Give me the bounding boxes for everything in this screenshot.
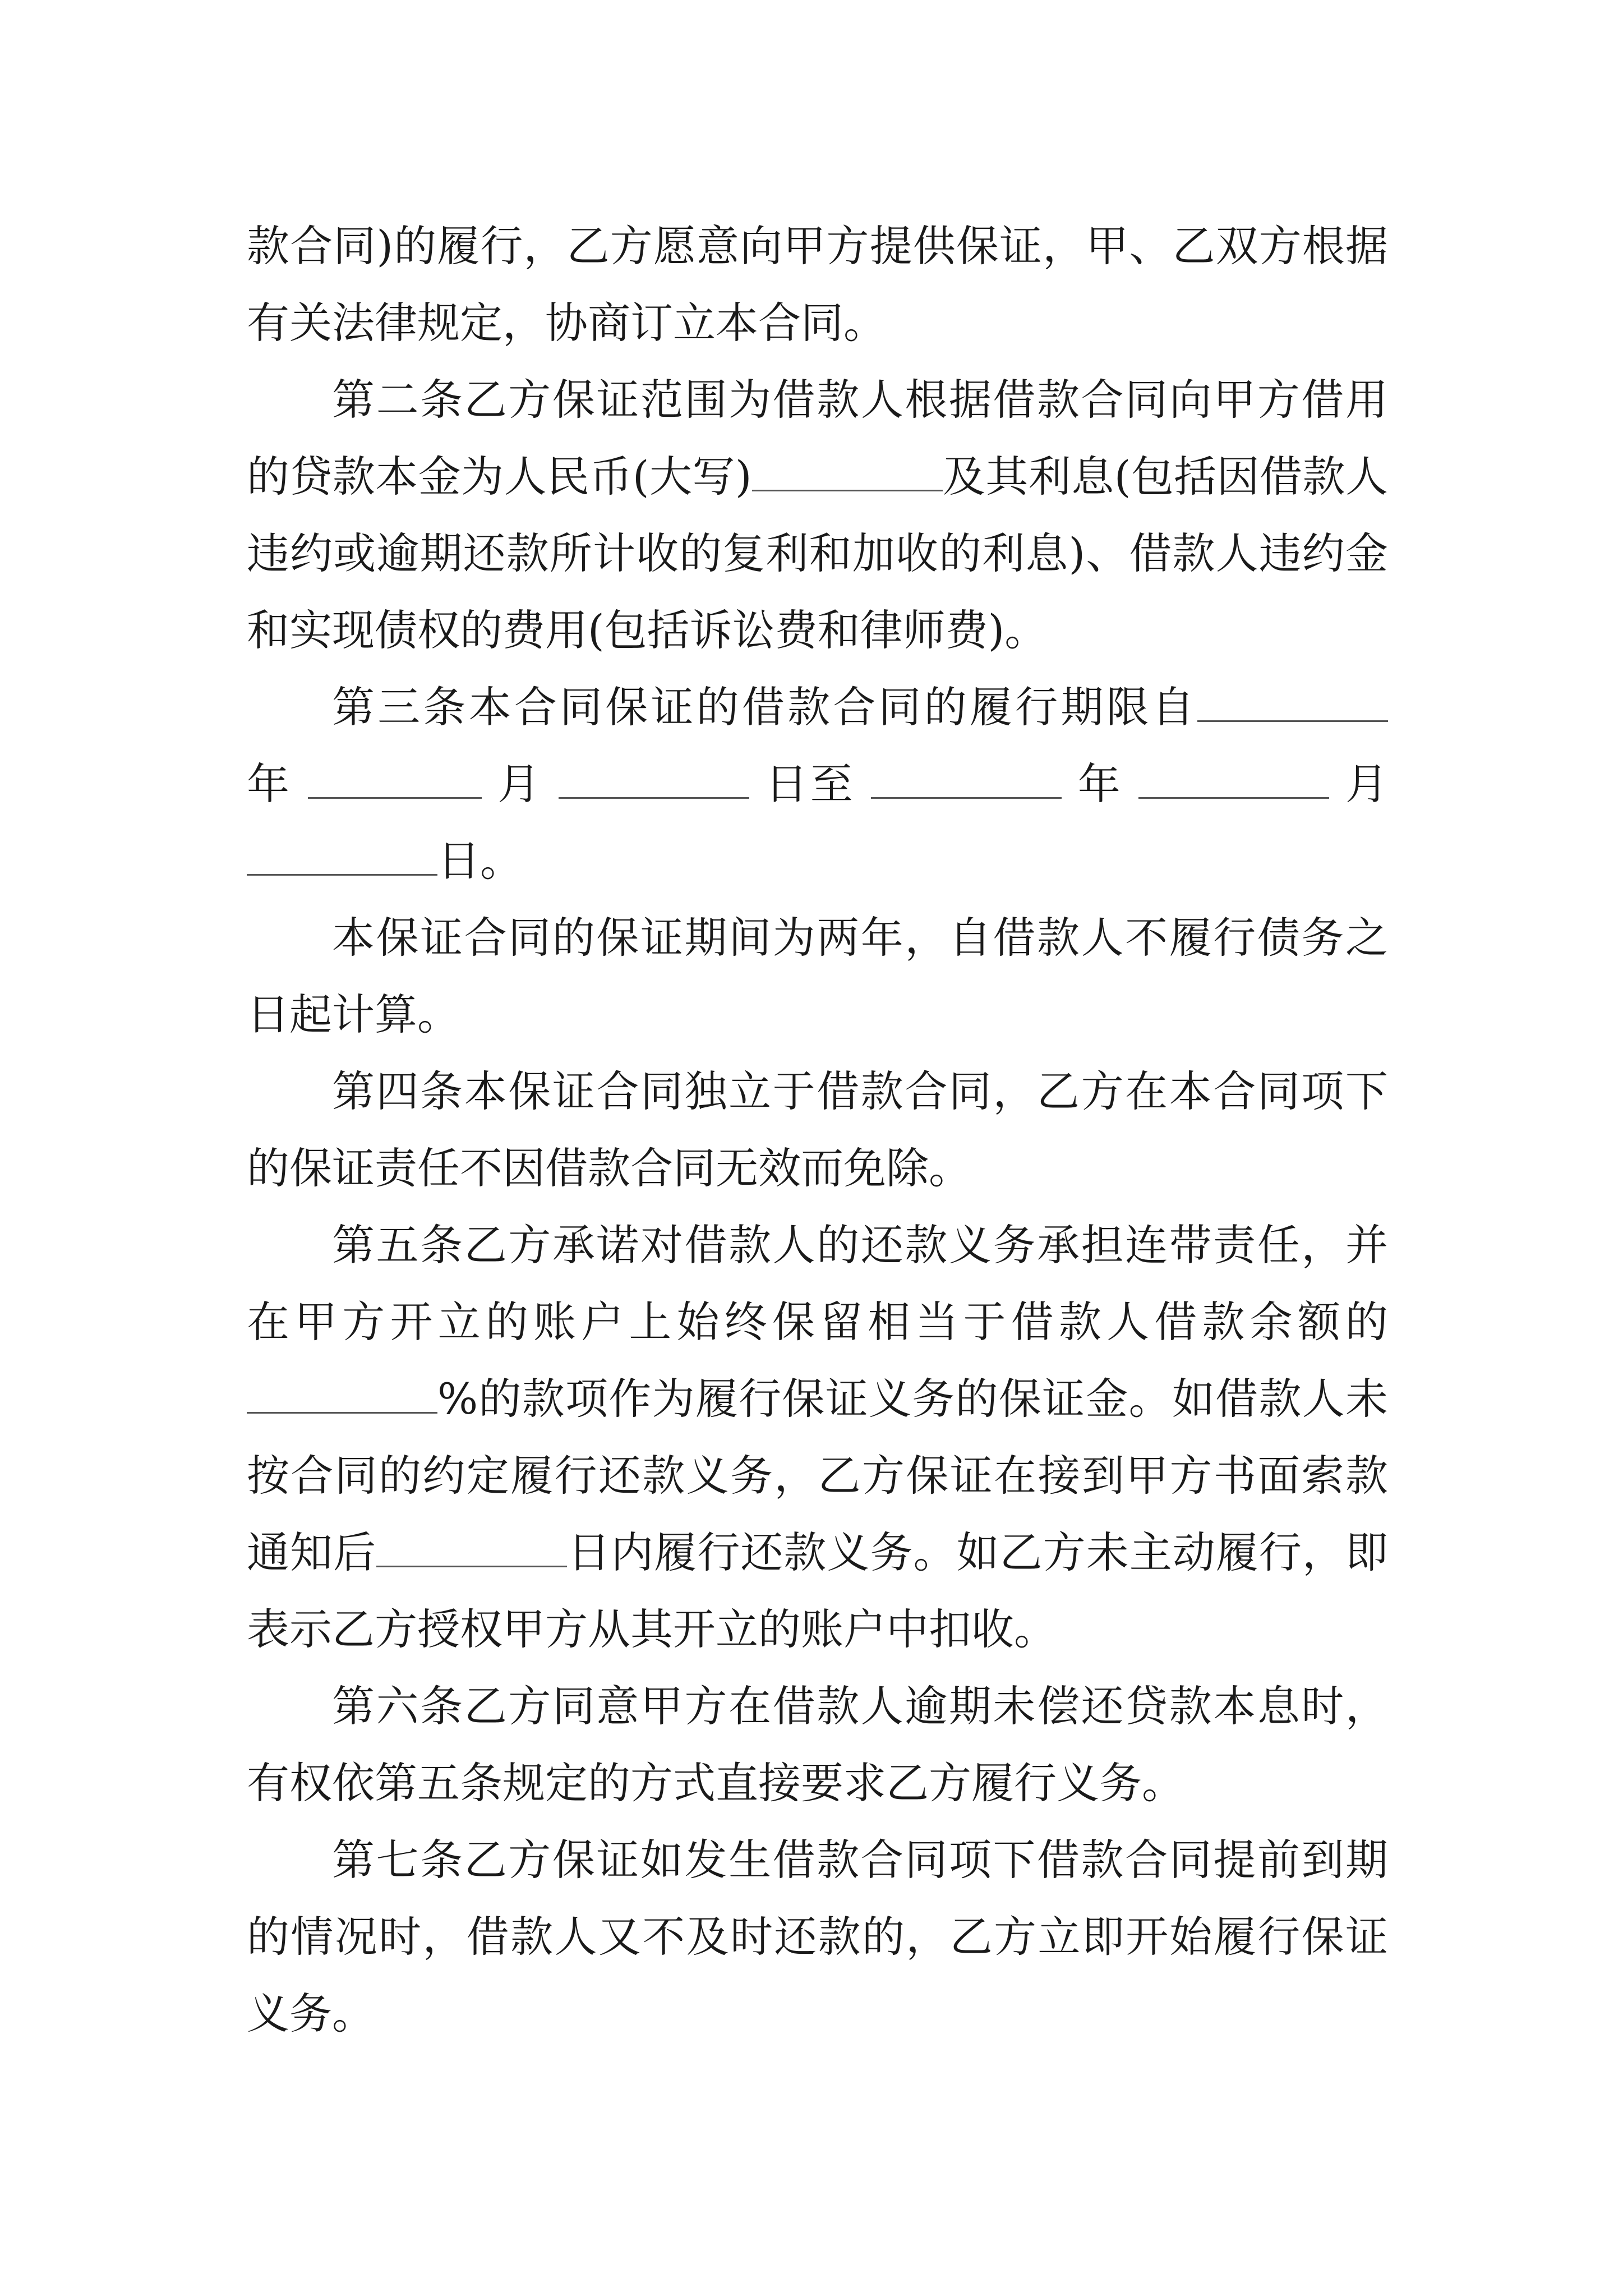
paragraph-article-4: 第四条本保证合同独立于借款合同，乙方在本合同项下的保证责任不因借款合同无效而免除。 — [247, 1066, 1388, 1193]
paragraph-guarantee-period: 本保证合同的保证期间为两年，自借款人不履行债务之日起计算。 — [247, 913, 1388, 1039]
blank-loan-amount[interactable] — [752, 450, 943, 491]
paragraph-contract-intro: 款合同)的履行，乙方愿意向甲方提供保证，甲、乙双方根据有关法律规定，协商订立本合同。 — [247, 221, 1388, 348]
document-page — [247, 208, 1388, 2052]
paragraph-article-7: 第七条乙方保证如发生借款合同项下借款合同提前到期的情况时，借款人又不及时还款的，乙方立即开始履行保证义务。 — [247, 1835, 1388, 2039]
blank-start-day[interactable] — [559, 758, 749, 799]
paragraph-article-3: 第三条本合同保证的借款合同的履行期限自 年 月 日至 年 月 日。 — [247, 682, 1388, 886]
blank-end-year[interactable] — [871, 758, 1062, 799]
paragraph-article-2: 第二条乙方保证范围为借款人根据借款合同向甲方借用的贷款本金为人民币(大写) 及其利息(包括因借款人违约或逾期还款所计收的复利和加收的利息)、借款人违约金和实现债权的费用(包括诉讼费和律师费)。 — [247, 375, 1388, 655]
blank-deposit-percent[interactable] — [247, 1373, 437, 1414]
blank-repay-days[interactable] — [376, 1526, 567, 1567]
blank-start-year[interactable] — [1197, 681, 1388, 722]
blank-start-month[interactable] — [308, 758, 482, 799]
paragraph-article-6: 第六条乙方同意甲方在借款人逾期未偿还贷款本息时，有权依第五条规定的方式直接要求乙方履行义务。 — [247, 1681, 1388, 1808]
blank-end-day[interactable] — [247, 835, 437, 876]
paragraph-article-5: 第五条乙方承诺对借款人的还款义务承担连带责任，并在甲方开立的账户上始终保留相当于借款人借款余额的%的款项作为履行保证义务的保证金。如借款人未按合同的约定履行还款义务，乙方保证在接到甲方书面索款通知后 日内履行还款义务。如乙方未主动履行，即表示乙方授权甲方从其开立的账户中扣收。 — [247, 1220, 1389, 1654]
blank-end-month[interactable] — [1138, 758, 1329, 799]
